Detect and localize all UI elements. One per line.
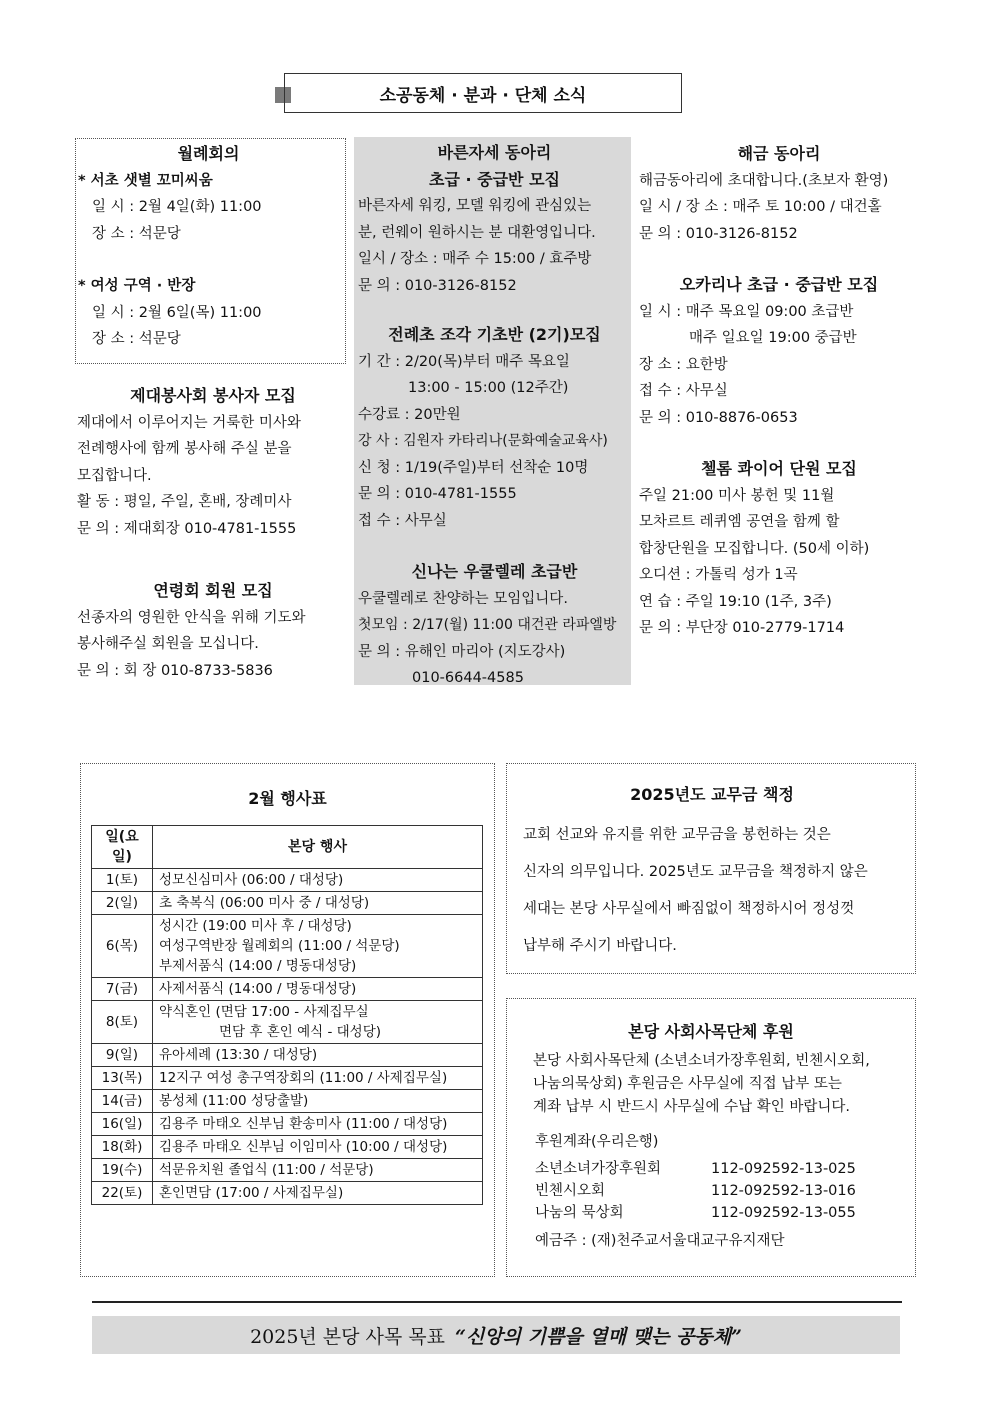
event-line: 초 축복식 (06:00 미사 중 / 대성당) bbox=[159, 895, 370, 911]
support-box bbox=[506, 998, 916, 1277]
ocarina-contact: 문 의 : 010-8876-0653 bbox=[639, 409, 798, 426]
posture-schedule: 일시 / 장소 : 매주 수 15:00 / 효주방 bbox=[358, 251, 592, 267]
candle-reception: 접 수 : 사무실 bbox=[358, 512, 447, 529]
choir-line: 모차르트 레퀴엠 공연을 함께 할 bbox=[639, 514, 840, 530]
event-description bbox=[153, 869, 483, 892]
altar-service-section bbox=[77, 383, 349, 542]
events-col-event: 본당 행사 bbox=[153, 826, 483, 869]
mourning-line: 선종자의 영원한 안식을 위해 기도와 bbox=[77, 609, 306, 626]
ocarina-title: 오카리나 초급 · 중급반 모집 bbox=[679, 275, 879, 294]
event-day: 6(목) bbox=[92, 915, 153, 978]
ocarina-place: 장 소 : 요한방 bbox=[639, 356, 728, 373]
events-row bbox=[92, 1044, 483, 1067]
monthly-meeting-title: 월례회의 bbox=[177, 144, 240, 163]
dues-box bbox=[506, 763, 916, 974]
event-line: 성시간 (19:00 미사 후 / 대성당) bbox=[159, 918, 352, 934]
support-holder: 예금주 : (재)천주교서울대교구유지재단 bbox=[535, 1233, 785, 1249]
account-name: 빈첸시오회 bbox=[535, 1183, 606, 1199]
event-line: 사제서품식 (14:00 / 명동대성당) bbox=[159, 981, 357, 997]
events-row bbox=[92, 1001, 483, 1044]
event-description bbox=[153, 1001, 483, 1044]
events-title: 2월 행사표 bbox=[248, 789, 327, 808]
dues-line: 납부해 주시기 바랍니다. bbox=[523, 938, 677, 954]
posture-contact: 문 의 : 010-3126-8152 bbox=[358, 277, 517, 294]
monthly-meeting-box bbox=[75, 138, 346, 364]
account-row bbox=[535, 1202, 905, 1224]
ocarina-reception: 접 수 : 사무실 bbox=[639, 383, 728, 399]
mourning-line: 봉사해주실 회원을 모십니다. bbox=[77, 636, 259, 652]
posture-line: 바른자세 워킹, 모델 워킹에 관심있는 bbox=[358, 198, 592, 214]
monthly-item2-place: 장 소 : 석문당 bbox=[92, 331, 181, 347]
altar-line: 모집합니다. bbox=[77, 467, 152, 484]
footer-divider bbox=[92, 1301, 902, 1303]
event-description bbox=[153, 1113, 483, 1136]
choir-line: 합창단원을 모집합니다. (50세 이하) bbox=[639, 540, 870, 557]
footer-prefix: 2025년 본당 사목 목표 bbox=[250, 1325, 446, 1348]
candle-title: 전례초 조각 기초반 (2기)모집 bbox=[388, 325, 601, 344]
posture-title: 바른자세 동아리 bbox=[437, 143, 552, 162]
mourning-contact: 문 의 : 회 장 010-8733-5836 bbox=[77, 662, 273, 679]
candle-period: 기 간 : 2/20(목)부터 매주 목요일 bbox=[358, 353, 570, 370]
event-description bbox=[153, 1044, 483, 1067]
support-line: 계좌 납부 시 반드시 사무실에 수납 확인 바랍니다. bbox=[533, 1099, 851, 1115]
event-day: 1(토) bbox=[92, 869, 153, 892]
event-description bbox=[153, 1159, 483, 1182]
candle-contact: 문 의 : 010-4781-1555 bbox=[358, 486, 517, 502]
event-description bbox=[153, 915, 483, 978]
event-day: 2(일) bbox=[92, 892, 153, 915]
event-line: 12지구 여성 총구역장회의 (11:00 / 사제집무실) bbox=[159, 1070, 448, 1086]
mourning-society-section bbox=[77, 578, 349, 684]
ukulele-title: 신나는 우쿨렐레 초급반 bbox=[411, 562, 578, 581]
event-day: 14(금) bbox=[92, 1090, 153, 1113]
support-line: 본당 사회사목단체 (소년소녀가장후원회, 빈첸시오회, bbox=[533, 1053, 870, 1069]
events-row bbox=[92, 1067, 483, 1090]
choir-line: 주일 21:00 미사 봉헌 및 11월 bbox=[639, 487, 835, 504]
choir-audition: 오디션 : 가톨릭 성가 1곡 bbox=[639, 567, 798, 583]
altar-service-title: 제대봉사회 봉사자 모집 bbox=[130, 386, 296, 405]
event-description bbox=[153, 1067, 483, 1090]
haegeum-title: 해금 동아리 bbox=[737, 144, 821, 163]
choir-contact: 문 의 : 부단장 010-2779-1714 bbox=[639, 620, 845, 636]
event-line: 유아세례 (13:30 / 대성당) bbox=[159, 1047, 318, 1063]
events-row bbox=[92, 1090, 483, 1113]
event-line: 부제서품식 (14:00 / 명동대성당) bbox=[159, 958, 357, 974]
dues-title: 2025년도 교무금 책정 bbox=[630, 785, 794, 804]
event-day: 18(화) bbox=[92, 1136, 153, 1159]
event-line: 면담 후 혼인 예식 - 대성당) bbox=[219, 1024, 382, 1040]
events-row bbox=[92, 869, 483, 892]
account-number: 112-092592-13-025 bbox=[711, 1161, 856, 1177]
event-day: 7(금) bbox=[92, 978, 153, 1001]
ocarina-time1: 일 시 : 매주 목요일 09:00 초급반 bbox=[639, 303, 854, 320]
event-line: 김용주 마태오 신부님 이임미사 (10:00 / 대성당) bbox=[159, 1139, 448, 1155]
events-row bbox=[92, 1182, 483, 1205]
event-line: 석문유치원 졸업식 (11:00 / 석문당) bbox=[159, 1162, 374, 1178]
dues-line: 신자의 의무입니다. 2025년도 교무금을 책정하지 않은 bbox=[523, 864, 868, 880]
ukulele-line: 우쿨렐레로 찬양하는 모임입니다. bbox=[358, 590, 568, 607]
monthly-item2: * 여성 구역 · 반장 bbox=[78, 278, 196, 294]
dues-line: 교회 선교와 유지를 위한 교무금을 봉헌하는 것은 bbox=[523, 827, 831, 843]
ukulele-contact: 문 의 : 유해인 마리아 (지도강사) bbox=[358, 643, 566, 660]
mourning-title: 연령회 회원 모집 bbox=[153, 581, 273, 600]
events-row bbox=[92, 1159, 483, 1182]
altar-line: 전례행사에 함께 봉사해 주실 분을 bbox=[77, 441, 292, 457]
events-header-row bbox=[92, 826, 483, 869]
posture-subtitle: 초급 · 중급반 모집 bbox=[429, 169, 560, 189]
altar-line: 제대에서 이루어지는 거룩한 미사와 bbox=[77, 414, 301, 431]
section-header bbox=[284, 73, 682, 113]
candle-apply: 신 청 : 1/19(주일)부터 선착순 10명 bbox=[358, 459, 589, 476]
monthly-item1: * 서초 샛별 꼬미씨움 bbox=[78, 172, 213, 189]
footer-slogan: “신앙의 기쁨을 열매 맺는 공동체” bbox=[455, 1325, 742, 1348]
event-line: 혼인면담 (17:00 / 사제집무실) bbox=[159, 1185, 344, 1201]
events-row bbox=[92, 978, 483, 1001]
event-line: 성모신심미사 (06:00 / 대성당) bbox=[159, 872, 344, 888]
support-accounts bbox=[535, 1158, 905, 1224]
event-line: 약식혼인 (면담 17:00 - 사제집무실 bbox=[159, 1004, 369, 1020]
events-col-day: 일(요일) bbox=[92, 826, 153, 869]
monthly-item1-date: 일 시 : 2월 4일(화) 11:00 bbox=[92, 199, 262, 215]
footer-banner bbox=[92, 1316, 900, 1354]
ukulele-phone: 010-6644-4585 bbox=[412, 670, 524, 686]
event-description bbox=[153, 1182, 483, 1205]
event-line: 김용주 마태오 신부님 환송미사 (11:00 / 대성당) bbox=[159, 1116, 448, 1132]
event-description bbox=[153, 1136, 483, 1159]
account-number: 112-092592-13-016 bbox=[711, 1183, 856, 1199]
haegeum-contact: 문 의 : 010-3126-8152 bbox=[639, 225, 798, 242]
events-row bbox=[92, 1136, 483, 1159]
candle-instructor: 강 사 : 김원자 카타리나(문화예술교육사) bbox=[358, 433, 608, 449]
monthly-item2-date: 일 시 : 2월 6일(목) 11:00 bbox=[92, 304, 262, 321]
event-line: 여성구역반장 월례회의 (11:00 / 석문당) bbox=[159, 938, 400, 954]
event-day: 16(일) bbox=[92, 1113, 153, 1136]
support-title: 본당 사회사목단체 후원 bbox=[628, 1022, 794, 1041]
right-column bbox=[639, 141, 919, 642]
ocarina-time2: 매주 일요일 19:00 중급반 bbox=[689, 330, 857, 346]
candle-time: 13:00 - 15:00 (12주간) bbox=[408, 380, 569, 396]
altar-activity: 활 동 : 평일, 주일, 혼배, 장례미사 bbox=[77, 494, 292, 510]
posture-line: 분, 런웨이 원하시는 분 대환영입니다. bbox=[358, 224, 596, 241]
event-day: 22(토) bbox=[92, 1182, 153, 1205]
section-title: 소공동체 · 분과 · 단체 소식 bbox=[379, 85, 587, 106]
account-row bbox=[535, 1158, 905, 1180]
dues-line: 세대는 본당 사무실에서 빠짐없이 책정하시어 정성껏 bbox=[523, 901, 855, 917]
haegeum-line: 해금동아리에 초대합니다.(초보자 환영) bbox=[639, 172, 889, 189]
event-day: 19(수) bbox=[92, 1159, 153, 1182]
event-description bbox=[153, 978, 483, 1001]
choir-practice: 연 습 : 주일 19:10 (1주, 3주) bbox=[639, 593, 832, 610]
events-row bbox=[92, 915, 483, 978]
events-row bbox=[92, 892, 483, 915]
account-name: 나눔의 묵상회 bbox=[535, 1205, 624, 1221]
ukulele-first-meeting: 첫모임 : 2/17(월) 11:00 대건관 라파엘방 bbox=[358, 617, 617, 633]
middle-column bbox=[354, 137, 631, 685]
event-description bbox=[153, 1090, 483, 1113]
account-row bbox=[535, 1180, 905, 1202]
monthly-item1-place: 장 소 : 석문당 bbox=[92, 225, 181, 242]
account-name: 소년소녀가장후원회 bbox=[535, 1161, 662, 1177]
choir-title: 첼롬 콰이어 단원 모집 bbox=[701, 459, 857, 478]
support-bank-label: 후원계좌(우리은행) bbox=[535, 1134, 659, 1150]
event-description bbox=[153, 892, 483, 915]
event-day: 9(일) bbox=[92, 1044, 153, 1067]
altar-contact: 문 의 : 제대회장 010-4781-1555 bbox=[77, 520, 297, 537]
support-line: 나눔의묵상회) 후원금은 사무실에 직접 납부 또는 bbox=[533, 1076, 842, 1092]
account-number: 112-092592-13-055 bbox=[711, 1205, 856, 1221]
haegeum-schedule: 일 시 / 장 소 : 매주 토 10:00 / 대건홀 bbox=[639, 199, 882, 215]
events-table bbox=[91, 825, 483, 1205]
event-line: 봉성체 (11:00 성당출발) bbox=[159, 1093, 309, 1109]
events-row bbox=[92, 1113, 483, 1136]
event-day: 8(토) bbox=[92, 1001, 153, 1044]
candle-fee: 수강료 : 20만원 bbox=[358, 406, 461, 423]
event-day: 13(목) bbox=[92, 1067, 153, 1090]
